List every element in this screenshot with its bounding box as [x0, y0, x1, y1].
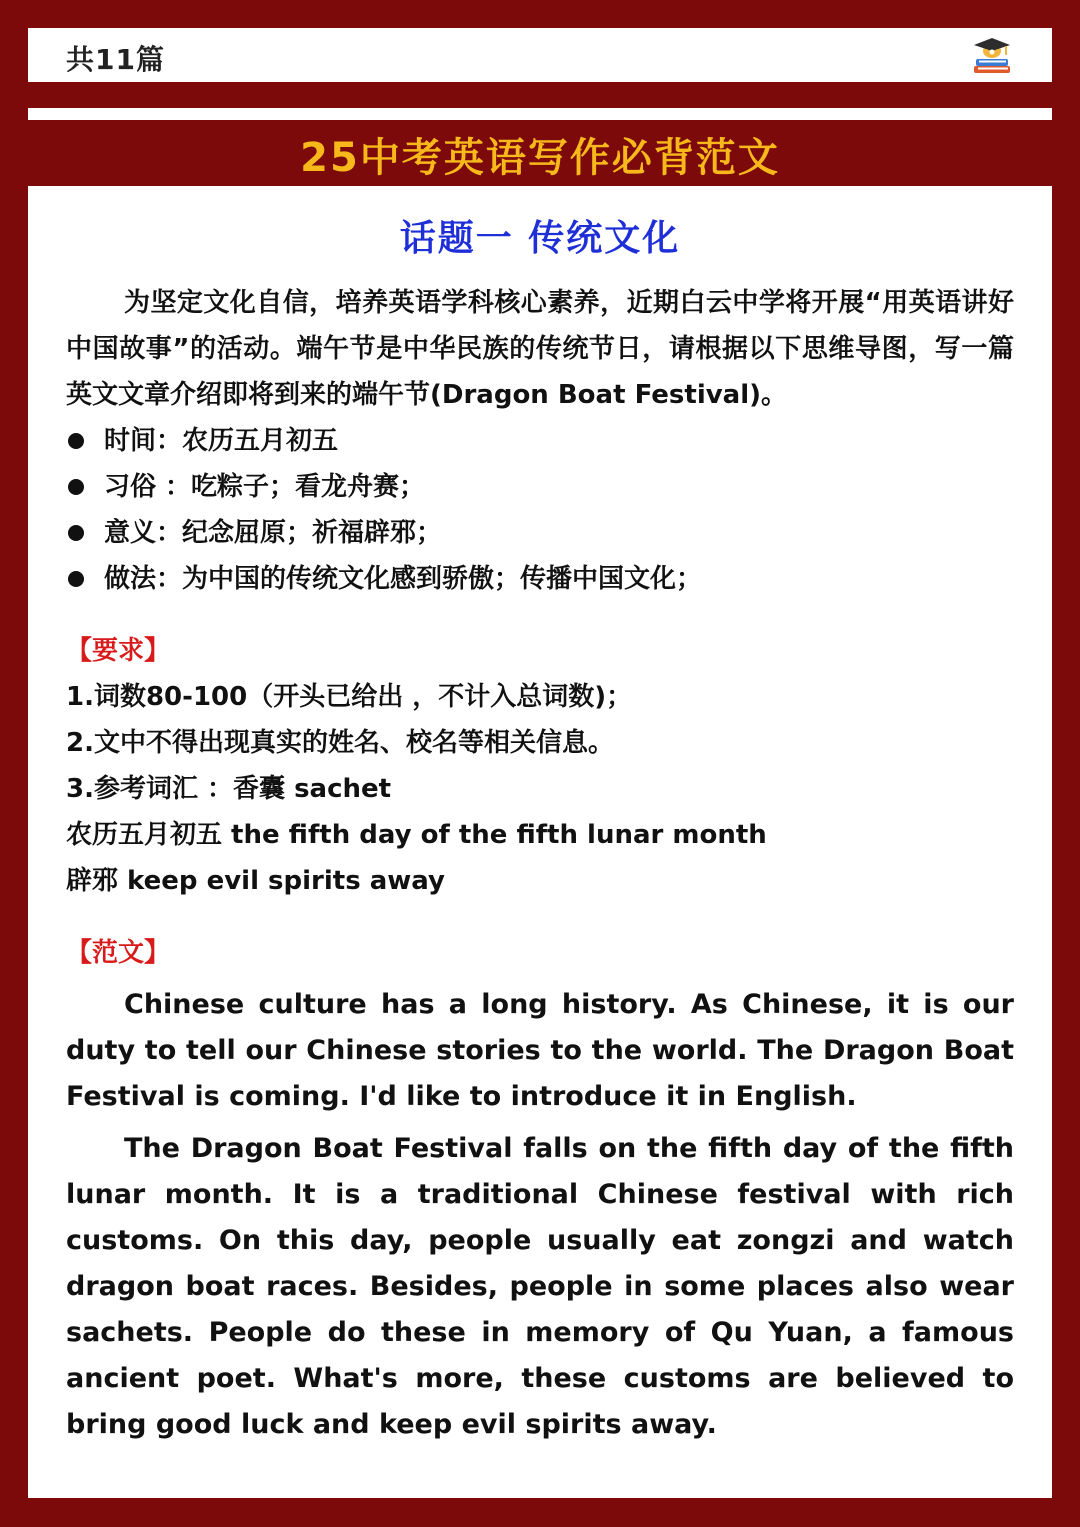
task-prompt: 为坚定文化自信，培养英语学科核心素养，近期白云中学将开展“用英语讲好中国故事”的活动。端午节是中华民族的传统节日，请根据以下思维导图，写一篇英文文章介绍即将到来的端午节(Dragon Boat Festival)。: [66, 288, 1014, 410]
content-body: [66, 280, 1014, 1448]
essay-paragraph: Chinese culture has a long history. As Chinese, it is our duty to tell our Chinese stories to the world. The Dragon Boat Festival is coming. I'd like to introduce it in English.: [66, 989, 1014, 1112]
requirements-heading: 【要求】: [66, 636, 171, 666]
list-item-text: 习俗 ：吃粽子；看龙舟赛；: [104, 472, 426, 502]
list-item-text: 时间：农历五月初五: [104, 426, 339, 456]
essay-paragraph: The Dragon Boat Festival falls on the fifth day of the fifth lunar month. It is a traditional Chinese festival with rich customs. On this day, people usually eat zongzi and watch dragon boat races. Besides, people in some places also wear sachets. People do these in memory of Qu Yuan, a famous ancient poet. What's more, these customs are believed to bring good luck and keep evil spirits away.: [66, 1133, 1014, 1440]
bullet-icon: [68, 525, 84, 541]
article-count: 共11篇: [66, 43, 165, 76]
header-bar: [28, 28, 1052, 82]
list-item: [66, 510, 1014, 556]
essay-heading: 【范文】: [66, 938, 171, 968]
page-title: 25中考英语写作必背范文: [300, 135, 780, 181]
requirement-line: 1.词数80-100（开头已给出 ，不计入总词数)；: [66, 682, 633, 712]
bullet-icon: [68, 571, 84, 587]
list-item: [66, 556, 1014, 602]
requirement-line: 农历五月初五 the fifth day of the fifth lunar month: [66, 820, 767, 850]
bullet-icon: [68, 479, 84, 495]
requirement-line: 辟邪 keep evil spirits away: [66, 866, 445, 896]
list-item: [66, 464, 1014, 510]
content-panel: [28, 186, 1052, 1498]
topic-title: 话题一 传统文化: [399, 218, 681, 259]
list-item-text: 做法：为中国的传统文化感到骄傲；传播中国文化；: [104, 564, 703, 594]
list-item-text: 意义：纪念屈原；祈福辟邪；: [104, 518, 443, 548]
divider-line: [28, 108, 1052, 120]
mind-map-list: [66, 418, 1014, 602]
list-item: [66, 418, 1014, 464]
requirement-line: 2.文中不得出现真实的姓名、校名等相关信息。: [66, 728, 614, 758]
bullet-icon: [68, 433, 84, 449]
requirement-line: 3.参考词汇 ：香囊 sachet: [66, 774, 392, 804]
graduation-books-icon: [970, 36, 1014, 76]
